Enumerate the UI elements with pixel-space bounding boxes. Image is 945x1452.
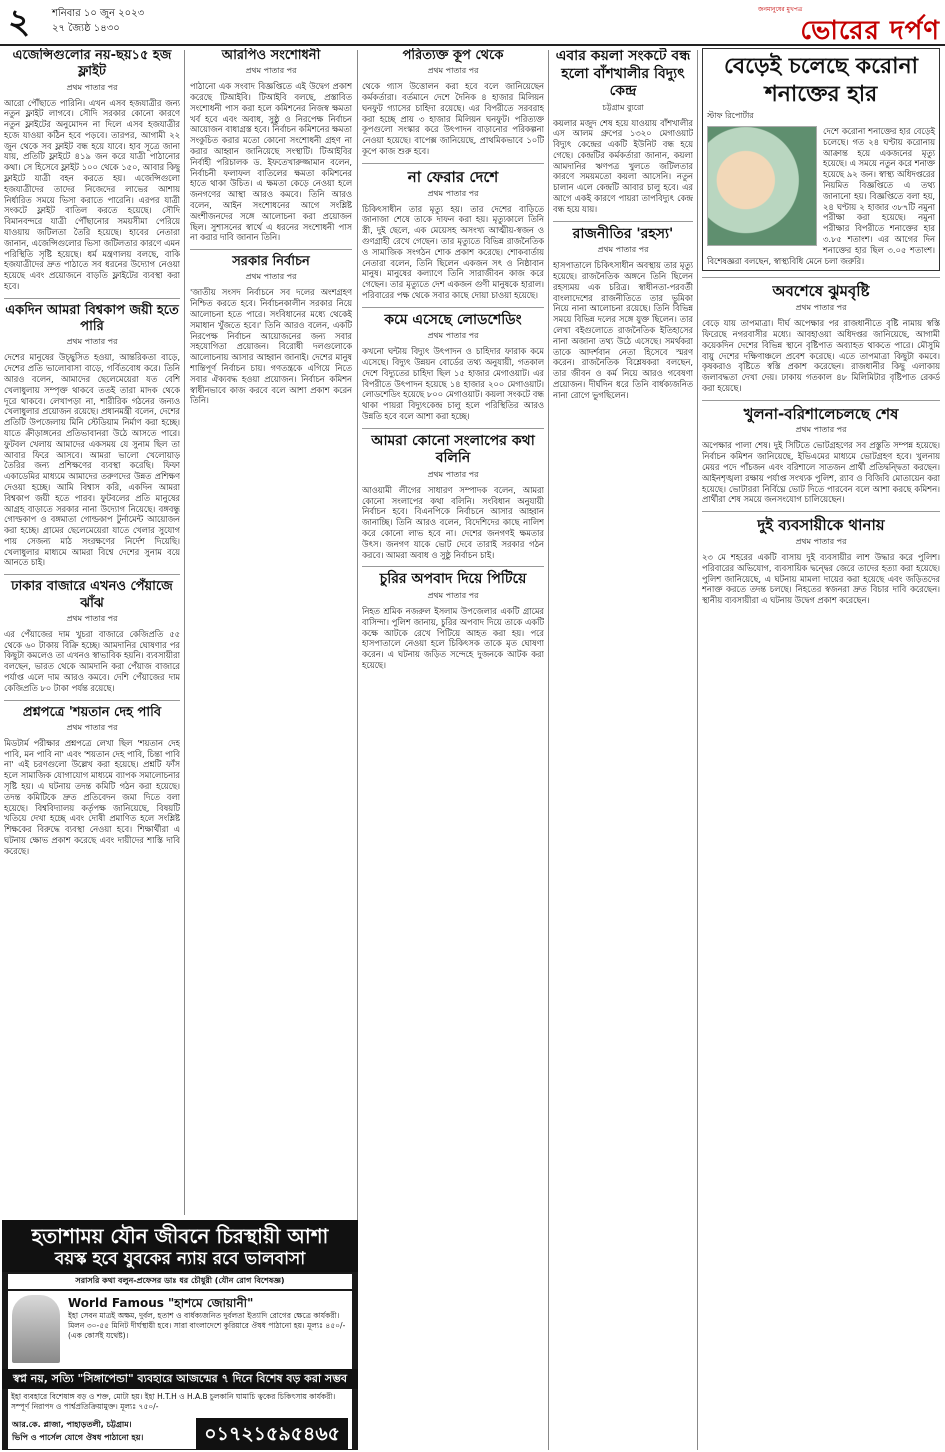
article-body: থেকে গ্যাস উত্তোলন করা হবে বলে জানিয়েছেন কর্মকর্তারা। বর্তমানে দেশে দৈনিক ৪ হাজার মিলিয়ন ঘনফুট গ্যাসের চাহিদা রয়েছে। এর বিপরীতে সরবরাহ করা হচ্ছে প্রায় ৩ হাজার মিলিয়ন ঘনফুট। পরিত্যক্ত কূপগুলো সংস্কার করে উৎপাদন বাড়ানোর পরিকল্পনা নেওয়া হয়েছে। বাপেক্স জানিয়েছে, প্রাথমিকভাবে ১০টি কূপে কাজ শুরু হবে।	[362, 81, 544, 157]
story-two-traders	[702, 516, 940, 606]
ad-subline: সরাসরি কথা বলুন-প্রফেসর ডাঃ ধর চৌধুরী (যৌন রোগ বিশেষজ্ঞ)	[8, 1274, 352, 1289]
headline: সরকার নির্বাচন	[232, 254, 310, 270]
story-no-dialogue	[362, 433, 544, 561]
byline: প্রথম পাতার পর	[66, 722, 118, 732]
byline: প্রথম পাতার পর	[427, 66, 479, 76]
column-3	[362, 48, 544, 1448]
column-4	[553, 48, 693, 1448]
byline: প্রথম পাতার পর	[66, 337, 118, 347]
doctor-photo	[12, 1295, 60, 1363]
column-divider	[548, 50, 549, 1450]
headline: চুরির অপবাদ দিয়ে পিটিয়ে	[379, 571, 527, 588]
story-onion-price	[4, 579, 180, 693]
ad-headline-2: বয়স্ক হবে যুবকের ন্যায় রবে ভালবাসা	[54, 1249, 306, 1269]
masthead	[0, 0, 945, 46]
logo-title: ভোরের দর্পণ	[800, 16, 940, 46]
divider	[190, 249, 352, 250]
story-loadshedding	[362, 312, 544, 422]
ad-address-line: আর.কে. প্লাজা, পাহাড়তলী, চট্টগ্রাম।	[12, 1420, 132, 1429]
divider	[362, 566, 544, 567]
article-body: আওয়ামী লীগের সাধারণ সম্পাদক বলেন, আমরা কোনো সংলাপের কথা বলিনি। সংবিধান অনুযায়ী নির্বাচন হবে। বিএনপিকে নির্বাচনে আসার আহ্বান জানাচ্ছি। তিনি আরও বলেন, বিদেশিদের কাছে নালিশ করে কোনো লাভ হবে না। দেশের জনগণই ক্ষমতার উৎস। জনগণ যাকে ভোট দেবে তারাই সরকার গঠন করবে। আমরা অবাধ ও সুষ্ঠু নির্বাচন চাই।	[362, 484, 544, 560]
divider	[362, 307, 544, 308]
story-world-cup	[4, 303, 180, 568]
article-body: বেড়ে যায় তাপমাত্রা। দীর্ঘ অপেক্ষার পর রাজধানীতে বৃষ্টি নামায় স্বস্তি ফিরেছে নগরবাসীর মধ্যে। আবহাওয়া অধিদপ্তর জানিয়েছে, আগামী কয়েকদিন দেশের বিভিন্ন স্থানে বৃষ্টিপাত অব্যাহত থাকতে পারে। মৌসুমি বায়ু দেশের দক্ষিণাঞ্চলে প্রবেশ করেছে। এতে তাপমাত্রা কিছুটা কমবে। কৃষকরাও বৃষ্টিতে স্বস্তি প্রকাশ করেছেন। রাজধানীর কিছু এলাকায় জলাবদ্ধতা দেখা দেয়। ঢাকায় গতকাল ৪৮ মিলিমিটার বৃষ্টিপাত রেকর্ড করা হয়েছে।	[702, 318, 940, 393]
headline	[707, 53, 935, 109]
headline: খুলনা-বরিশালেচলছে শেষ	[743, 404, 899, 423]
date-gregorian: শনিবার ১০ জুন ২০২৩	[52, 8, 145, 19]
column-divider	[697, 50, 698, 1450]
headline: পরিত্যক্ত কূপ থেকে	[402, 48, 504, 63]
byline: স্টাফ রিপোর্টার	[707, 111, 754, 120]
byline: প্রথম পাতার পর	[427, 188, 479, 198]
headline: একদিন আমরা বিশ্বকাপ জয়ী হতে পারি	[5, 302, 179, 335]
article-body: দেশের মানুষের উচ্ছ্বসিত হওয়া, আন্তরিকতা বাড়ে, দেশের প্রতি ভালোবাসা বাড়ে, গর্বিতবোধ করে। তিনি আরও বলেন, আমাদের ছেলেমেয়েরা যত বেশি খেলাধুলায় সম্পৃক্ত থাকবে ততই তারা মাদক থেকে দূরে থাকবে। লেখাপড়া না, শারীরিক গঠনের জন্যও খেলাধুলার প্রয়োজন রয়েছে। প্রধানমন্ত্রী বলেন, দেশের প্রতিটি উপজেলায় মিনি স্টেডিয়াম নির্মাণ করা হচ্ছে। যাতে ক্রীড়াঙ্গনের প্রতিভাবানরা উঠে আসতে পারে। ফুটবল খেলায় আমাদের একসময় যে সুনাম ছিল তা আবার ফিরে আসবে। আমরা ভালো খেলোয়াড় তৈরির জন্য প্রশিক্ষণের ব্যবস্থা করেছি। ফিফা একাডেমির মাধ্যমে আমাদের তরুণদের উন্নত প্রশিক্ষণ দেওয়া হচ্ছে। আমি বিশ্বাস করি, একদিন আমরা বিশ্বকাপ জয়ী হতে পারব। ফুটবলের প্রতি মানুষের আগ্রহ বাড়াতে সরকার নানা উদ্যোগ নিয়েছে। বঙ্গবন্ধু গোল্ডকাপ ও বঙ্গমাতা গোল্ডকাপ টুর্নামেন্ট আয়োজন করা হচ্ছে। গ্রামের ছেলেমেয়েরা যাতে খেলার সুযোগ পায় সেজন্য মাঠ সংরক্ষণের নির্দেশ দিয়েছি। খেলাধুলার মাধ্যমে আমরা বিশ্বে দেশের সুনাম বয়ে আনতে চাই।	[4, 352, 180, 568]
story-corona	[702, 48, 940, 271]
byline: প্রথম পাতার পর	[427, 469, 479, 479]
article-body: কখনো ঘন্টায় বিদ্যুৎ উৎপাদন ও চাহিদার ফারাক কমে এসেছে। বিদ্যুৎ উন্নয়ন বোর্ডের তথ্য অনুযায়ী, গতকাল দেশে বিদ্যুতের চাহিদা ছিল ১৫ হাজার মেগাওয়াট। এর বিপরীতে উৎপাদন হয়েছে ১৪ হাজার ২০০ মেগাওয়াট। লোডশেডিং হয়েছে ৮০০ মেগাওয়াট। কয়লা সংকটে বন্ধ থাকা পায়রা বিদ্যুৎকেন্দ্র চালু হলে পরিস্থিতির আরও উন্নতি হবে বলে আশা করা হচ্ছে।	[362, 346, 544, 422]
column-5	[702, 48, 940, 1448]
divider	[702, 511, 940, 512]
newspaper-logo	[720, 4, 940, 46]
headline: আরপিও সংশোধনী	[221, 48, 321, 63]
article-body: নিহত শ্রমিক নজরুল ইসলাম উপজেলার একটি গ্রামের বাসিন্দা। পুলিশ জানায়, চুরির অপবাদ দিয়ে তাকে একটি কক্ষে আটকে রেখে পিটিয়ে আহত করা হয়। পরে হাসপাতালে নেওয়া হলে চিকিৎসক তাকে মৃত ঘোষণা করেন। এ ঘটনায় জড়িত সন্দেহে দুজনকে আটক করা হয়েছে।	[362, 605, 544, 670]
divider	[4, 700, 180, 701]
logo-tagline: জনমানুষের মুখপত্র	[758, 6, 803, 13]
article-body: দেশে করোনা শনাক্তের হার বেড়েই চলেছে। গত ২৪ ঘণ্টায় করোনায় আক্রান্ত হয়ে একজনের মৃত্যু হয়েছে। এ সময়ে নতুন করে শনাক্ত হয়েছে ৯২ জন। স্বাস্থ্য অধিদপ্তরের নিয়মিত বিজ্ঞপ্তিতে এ তথ্য জানানো হয়। বিজ্ঞপ্তিতে বলা হয়, ২৪ ঘণ্টায় ২ হাজার ৩৮৭টি নমুনা পরীক্ষা করা হয়েছে। নমুনা পরীক্ষার বিপরীতে শনাক্তের হার ৩.৮৫ শতাংশ। এর আগের দিন শনাক্তের হার ছিল ৩.০৫ শতাংশ। বিশেষজ্ঞরা বলছেন, স্বাস্থ্যবিধি মেনে চলা জরুরি।	[707, 126, 935, 266]
divider	[702, 277, 940, 278]
story-power-plant	[553, 48, 693, 215]
article-body: হাসপাতালে চিকিৎসাধীন অবস্থায় তার মৃত্যু হয়েছে। রাজনৈতিক অঙ্গনে তিনি ছিলেন রহস্যময় এক চরিত্র। স্বাধীনতা-পরবর্তী বাংলাদেশের রাজনীতিতে তার ভূমিকা নিয়ে নানা আলোচনা রয়েছে। তিনি বিভিন্ন সময়ে বিভিন্ন দলের সঙ্গে যুক্ত ছিলেন। তার লেখা বইগুলোতে রাজনৈতিক ইতিহাসের নানা অজানা তথ্য উঠে এসেছে। সমর্থকরা তাকে আদর্শবান নেতা হিসেবে স্মরণ করেন। রাজনৈতিক বিশ্লেষকরা বলছেন, তার জীবন ও কর্ম নিয়ে আরও গবেষণা প্রয়োজন। দীর্ঘদিন ধরে তিনি বার্ধক্যজনিত নানা রোগে ভুগছিলেন।	[553, 260, 693, 400]
ad-header	[2, 1220, 358, 1272]
divider	[553, 221, 693, 222]
byline: প্রথম পাতার পর	[795, 536, 847, 546]
article-body: কয়লার মজুদ শেষ হয়ে যাওয়ায় বাঁশখালীর এস আলম গ্রুপের ১৩২০ মেগাওয়াট বিদ্যুৎ কেন্দ্রের একটি ইউনিট বন্ধ হয়ে গেছে। কেন্দ্রটির কর্মকর্তারা জানান, কয়লা আমদানির ঋণপত্র খুলতে জটিলতার কারণে সময়মতো কয়লা আসেনি। নতুন চালান এলে কেন্দ্রটি আবার চালু হবে। এর আগে একই কারণে পায়রা তাপবিদ্যুৎ কেন্দ্র বন্ধ হয়ে যায়।	[553, 117, 693, 214]
article-body: অপেক্ষার পালা শেষ। দুই সিটিতে ভোটগ্রহণের সব প্রস্তুতি সম্পন্ন হয়েছে। নির্বাচন কমিশন জানিয়েছে, ইভিএমের মাধ্যমে ভোটগ্রহণ হবে। খুলনায় মেয়র পদে পাঁচজন এবং বরিশালে সাতজন প্রার্থী প্রতিদ্বন্দ্বিতা করছেন। আইনশৃঙ্খলা রক্ষায় পর্যাপ্ত সংখ্যক পুলিশ, র‌্যাব ও বিজিবি মোতায়েন করা হয়েছে। ভোটাররা নির্বিঘ্নে ভোট দিতে পারবেন বলে আশা করছে কমিশন। প্রার্থীরা শেষ সময়ে জনসংযোগ চালিয়েছেন।	[702, 440, 940, 505]
ad-product-block	[8, 1291, 352, 1369]
divider	[362, 163, 544, 164]
divider	[362, 428, 544, 429]
ad-product-desc: ইহা সেবন মাত্রই অক্ষম, দুর্বল, হতাশ ও বার্ধক্যজনিত দুর্বলতা ইত্যাদি রোগের ক্ষেত্রে কার্যকরী। মিলন ৩০-৫৫ মিনিট দীর্ঘস্থায়ী হবে। সারা বাংলাদেশে কুরিয়ারে ঔষধ পাঠানো হয়। মূল্যঃ ৪৫০/- (এক কোর্সই যথেষ্ট)।	[68, 1311, 346, 1340]
byline: প্রথম পাতার পর	[427, 331, 479, 341]
story-hajj-flights	[4, 48, 180, 292]
headline: এজেন্সিগুলোর নয়-ছয়১৫ হজ ফ্লাইট	[12, 48, 172, 80]
headline: রাজনীতির 'রহস্য'	[572, 225, 674, 242]
masked-woman-image	[707, 126, 817, 246]
story-rain	[702, 282, 940, 393]
byline: প্রথম পাতার পর	[245, 66, 297, 76]
advertisement	[2, 1220, 358, 1450]
headline: না ফেরার দেশে	[407, 167, 499, 186]
column-divider	[184, 50, 185, 1215]
byline: প্রথম পাতার পর	[66, 613, 118, 623]
headline: প্রশ্নপত্রে 'শয়তান দেহ পাবি	[22, 704, 162, 720]
divider	[4, 298, 180, 299]
story-obituary	[362, 168, 544, 301]
headline: অবশেষে ঝুমবৃষ্টি	[772, 282, 870, 301]
story-question-paper	[4, 705, 180, 857]
story-election-govt	[190, 254, 352, 406]
story-city-election	[702, 405, 940, 506]
article-body: ২৩ মে শহরের একটি বাসায় দুই ব্যবসায়ীর লাশ উদ্ধার করে পুলিশ। পরিবারের অভিযোগ, ব্যবসায়িক দ্বন্দ্বের জেরে তাদের হত্যা করা হয়েছে। পুলিশ জানিয়েছে, এ ঘটনায় মামলা দায়ের করা হয়েছে এবং জড়িতদের শনাক্ত করতে তদন্ত চলছে। নিহতের স্বজনরা দ্রুত বিচার দাবি করেছেন। স্থানীয় ব্যবসায়ীরা এ ঘটনায় উদ্বেগ প্রকাশ করেছেন।	[702, 551, 940, 606]
article-body: আরো পৌঁছাতে পারিনি। এখন এসব হজযাত্রীর জন্য নতুন ফ্লাইট লাগবে। সৌদি সরকার কোনো কারণে নতুন ফ্লাইটের অনুমোদন না দিলে এসব হজযাত্রীর হজে যাওয়া কঠিন হবে পড়বে। তারপর, আগামী ২২ জুন থেকে সব ফ্লাইট বন্ধ হয়ে যাবে। হাব সূত্রে জানা যায়, প্রতিটি ফ্লাইটে ৪১৯ জন করে যাত্রী পাঠানোর কথা। সে হিসেবে ফ্লাইট ১০০ থেকে ১৫০, আবার কিছু ফ্লাইটে যাত্রী বহন করতে হয়। এজেন্সিগুলো হজযাত্রীদের তাদের নিজেদের লাভের আশায় নির্ধারিত সময়ে ভিসা করাতে পারেনি। এরপর যাত্রী সংকটে ফ্লাইট বাতিল করতে হয়েছে। সৌদি বিমানবন্দরে যাত্রী পৌঁছানোর সময়সীমা পেরিয়ে যাওয়ায় জটিলতা তৈরি হয়েছে। হাবের নেতারা জানান, এজেন্সিগুলোর ভিসা জটিলতার কারণে এমন পরিস্থিতি সৃষ্টি হয়েছে। ধর্ম মন্ত্রণালয় বলছে, বাকি হজযাত্রীদের দ্রুত পাঠাতে সব ধরনের উদ্যোগ নেওয়া হয়েছে এবং প্রয়োজনে বাড়তি ফ্লাইটের ব্যবস্থা করা হবে।	[4, 97, 180, 292]
story-abandoned-well	[362, 48, 544, 157]
ad-small-text: ইহা ব্যবহারে বিশেষাঙ্গ বড় ও শক্ত, মোটা হয়। ইহা H.T.H ও H.A.B চুলকানি ঘামাচি ত্বকের চিকিৎসায় কার্যকরী। সম্পূর্ণ নিরাপদ ও পার্শ্বপ্রতিক্রিয়ামুক্ত। মূল্যঃ ৭৫০/-	[8, 1389, 352, 1415]
ad-phone-number[interactable]: ০১৭২১৫৯৫৪৬৫	[196, 1418, 348, 1450]
ad-product-name: World Famous "হাশমে জোয়ানী"	[68, 1296, 254, 1310]
byline: প্রথম পাতার পর	[245, 272, 297, 282]
byline: প্রথম পাতার পর	[427, 590, 479, 600]
article-body: পাঠানো এক সংবাদ বিজ্ঞপ্তিতে এই উদ্বেগ প্রকাশ করেছে টিআইবি। টিআইবি বলছে, প্রস্তাবিত সংশোধনী পাস করা হলে কমিশনের নিজস্ব ক্ষমতা খর্ব হবে এবং অবাধ, সুষ্ঠু ও নিরপেক্ষ নির্বাচন আয়োজন বাধাগ্রস্ত হবে। নির্বাচন কমিশনের ক্ষমতা সংকুচিত করার মতো কোনো সংশোধনী গ্রহণ না করার আহ্বান জানিয়েছে সংস্থাটি। টিআইবির নির্বাহী পরিচালক ড. ইফতেখারুজ্জামান বলেন, নির্বাচনী ফলাফল বাতিলের ক্ষমতা কমিশনের হাতে থাকা উচিত। এ ক্ষমতা কেড়ে নেওয়া হলে জনগণের আস্থা আরও কমবে। তিনি আরও বলেন, আইন সংশোধনের আগে সংশ্লিষ্ট অংশীজনদের সঙ্গে আলোচনা করা প্রয়োজন ছিল। সুশাসনের স্বার্থে এ ধরনের সংশোধনী পাস না করার দাবি জানান তিনি।	[190, 81, 352, 243]
headline: কমে এসেছে লোডশেডিং	[384, 311, 522, 328]
date-bangla: ২৭ জ্যৈষ্ঠ ১৪৩০	[52, 23, 120, 34]
article-body: মিডটার্ম পরীক্ষার প্রশ্নপত্রে লেখা ছিল 'শয়তান দেহ পাবি, মন পাবি না' এবং 'শয়তান দেহ পাবি, চিন্তা পাবি না' এই চরণগুলো উল্লেখ করা হয়েছে। প্রশ্নটি ফাঁস হলে সামাজিক যোগাযোগ মাধ্যমে ব্যাপক সমালোচনার সৃষ্টি হয়। এ ঘটনায় তদন্ত কমিটি গঠন করা হয়েছে। তদন্ত কমিটিকে দ্রুত প্রতিবেদন জমা দিতে বলা হয়েছে। বিশ্ববিদ্যালয় কর্তৃপক্ষ জানিয়েছে, বিষয়টি খতিয়ে দেখা হচ্ছে এবং দোষী প্রমাণিত হলে সংশ্লিষ্ট শিক্ষকের বিরুদ্ধে ব্যবস্থা নেওয়া হবে। শিক্ষার্থীরা এ ঘটনায় ক্ষোভ প্রকাশ করেছে এবং দায়ীদের শাস্তি দাবি করেছে।	[4, 737, 180, 856]
byline: প্রথম পাতার পর	[795, 303, 847, 313]
ad-strip: স্বপ্ন নয়, সত্যি "সিঙ্গাপেন্ডা" ব্যবহারে আজন্মের ৭ দিনে বিশেষ বড় করা সম্ভব	[2, 1369, 358, 1389]
article-body: এর পেঁয়াজের দাম খুচরা বাজারে কেজিপ্রতি ৫৫ থেকে ৬০ টাকায় বিক্রি হচ্ছে। আমদানির ঘোষণার পর কিছুটা কমলেও তা এখনও স্বাভাবিক হয়নি। ব্যবসায়ীরা বলছেন, ভারত থেকে আমদানি করা পেঁয়াজ বাজারে পর্যাপ্ত এলে দাম আরও কমবে। দেশি পেঁয়াজের দাম কেজিপ্রতি ৮০ টাকা পর্যন্ত রয়েছে।	[4, 628, 180, 693]
story-political-mystery	[553, 226, 693, 401]
story-theft-beating	[362, 571, 544, 670]
byline: প্রথম পাতার পর	[66, 82, 118, 92]
page-number: ২	[8, 2, 31, 42]
ad-address-line: ভিপি ও পার্সেল যোগে ঔষধ পাঠানো হয়।	[12, 1433, 144, 1442]
divider	[702, 400, 940, 401]
headline: আমরা কোনো সংলাপের কথা বলিনি	[371, 432, 535, 467]
headline-line: বেড়েই চলেছে করোনা	[724, 54, 918, 79]
column-1	[4, 48, 180, 1216]
byline: প্রথম পাতার পর	[795, 425, 847, 435]
headline-line: শনাক্তের হার	[764, 82, 878, 107]
byline: চট্টগ্রাম ব্যুরো	[602, 102, 644, 112]
ad-footer	[8, 1415, 352, 1449]
byline: প্রথম পাতার পর	[597, 245, 649, 255]
headline: এবার কয়লা সংকটে বন্ধ হলো বাঁশখালীর বিদ্যুৎ কেন্দ্র	[555, 48, 691, 99]
headline: ঢাকার বাজারে এখনও পেঁয়াজে ঝাঁঝ	[11, 579, 173, 611]
ad-headline-1: হতাশাময় যৌন জীবনে চিরস্থায়ী আশা	[31, 1224, 329, 1248]
column-2	[190, 48, 352, 1216]
story-rpo-amendment	[190, 48, 352, 243]
article-body: 'জাতীয় সংসদ নির্বাচনে সব দলের অংশগ্রহণ নিশ্চিত করতে হবে। নির্বাচনকালীন সরকার নিয়ে আলোচনা হতে পারে। সংবিধানের মধ্যে থেকেই সমাধান খুঁজতে হবে।' তিনি আরও বলেন, একটি নিরপেক্ষ নির্বাচন আয়োজনের জন্য সবার সহযোগিতা প্রয়োজন। বিরোধী দলগুলোকে আলোচনায় আসার আহ্বান জানাই। দেশের মানুষ শান্তিপূর্ণ নির্বাচন চায়। গণতন্ত্রকে এগিয়ে নিতে সবার ঐক্যবদ্ধ হওয়া প্রয়োজন। নির্বাচন কমিশন স্বাধীনভাবে কাজ করবে বলে আশা প্রকাশ করেন তিনি।	[190, 287, 352, 406]
divider	[4, 574, 180, 575]
ad-address	[12, 1418, 143, 1444]
headline: দুই ব্যবসায়ীকে থানায়	[757, 516, 885, 535]
article-body: চিকিৎসাধীন তার মৃত্যু হয়। তার দেশের বাড়িতে জানাজা শেষে তাকে দাফন করা হয়। মৃত্যুকালে তিনি স্ত্রী, দুই ছেলে, এক মেয়েসহ অসংখ্য আত্মীয়-স্বজন ও গুণগ্রাহী রেখে গেছেন। তার মৃত্যুতে বিভিন্ন রাজনৈতিক ও সামাজিক সংগঠন শোক প্রকাশ করেছে। শোকবার্তায় নেতারা বলেন, তিনি ছিলেন একজন সৎ ও নিষ্ঠাবান মানুষ। মানুষের কল্যাণে তিনি সারাজীবন কাজ করে গেছেন। তার মৃত্যুতে দেশ একজন গুণী মানুষকে হারাল। পরিবারের পক্ষ থেকে সবার কাছে দোয়া চাওয়া হয়েছে।	[362, 203, 544, 300]
date-block	[52, 6, 144, 36]
